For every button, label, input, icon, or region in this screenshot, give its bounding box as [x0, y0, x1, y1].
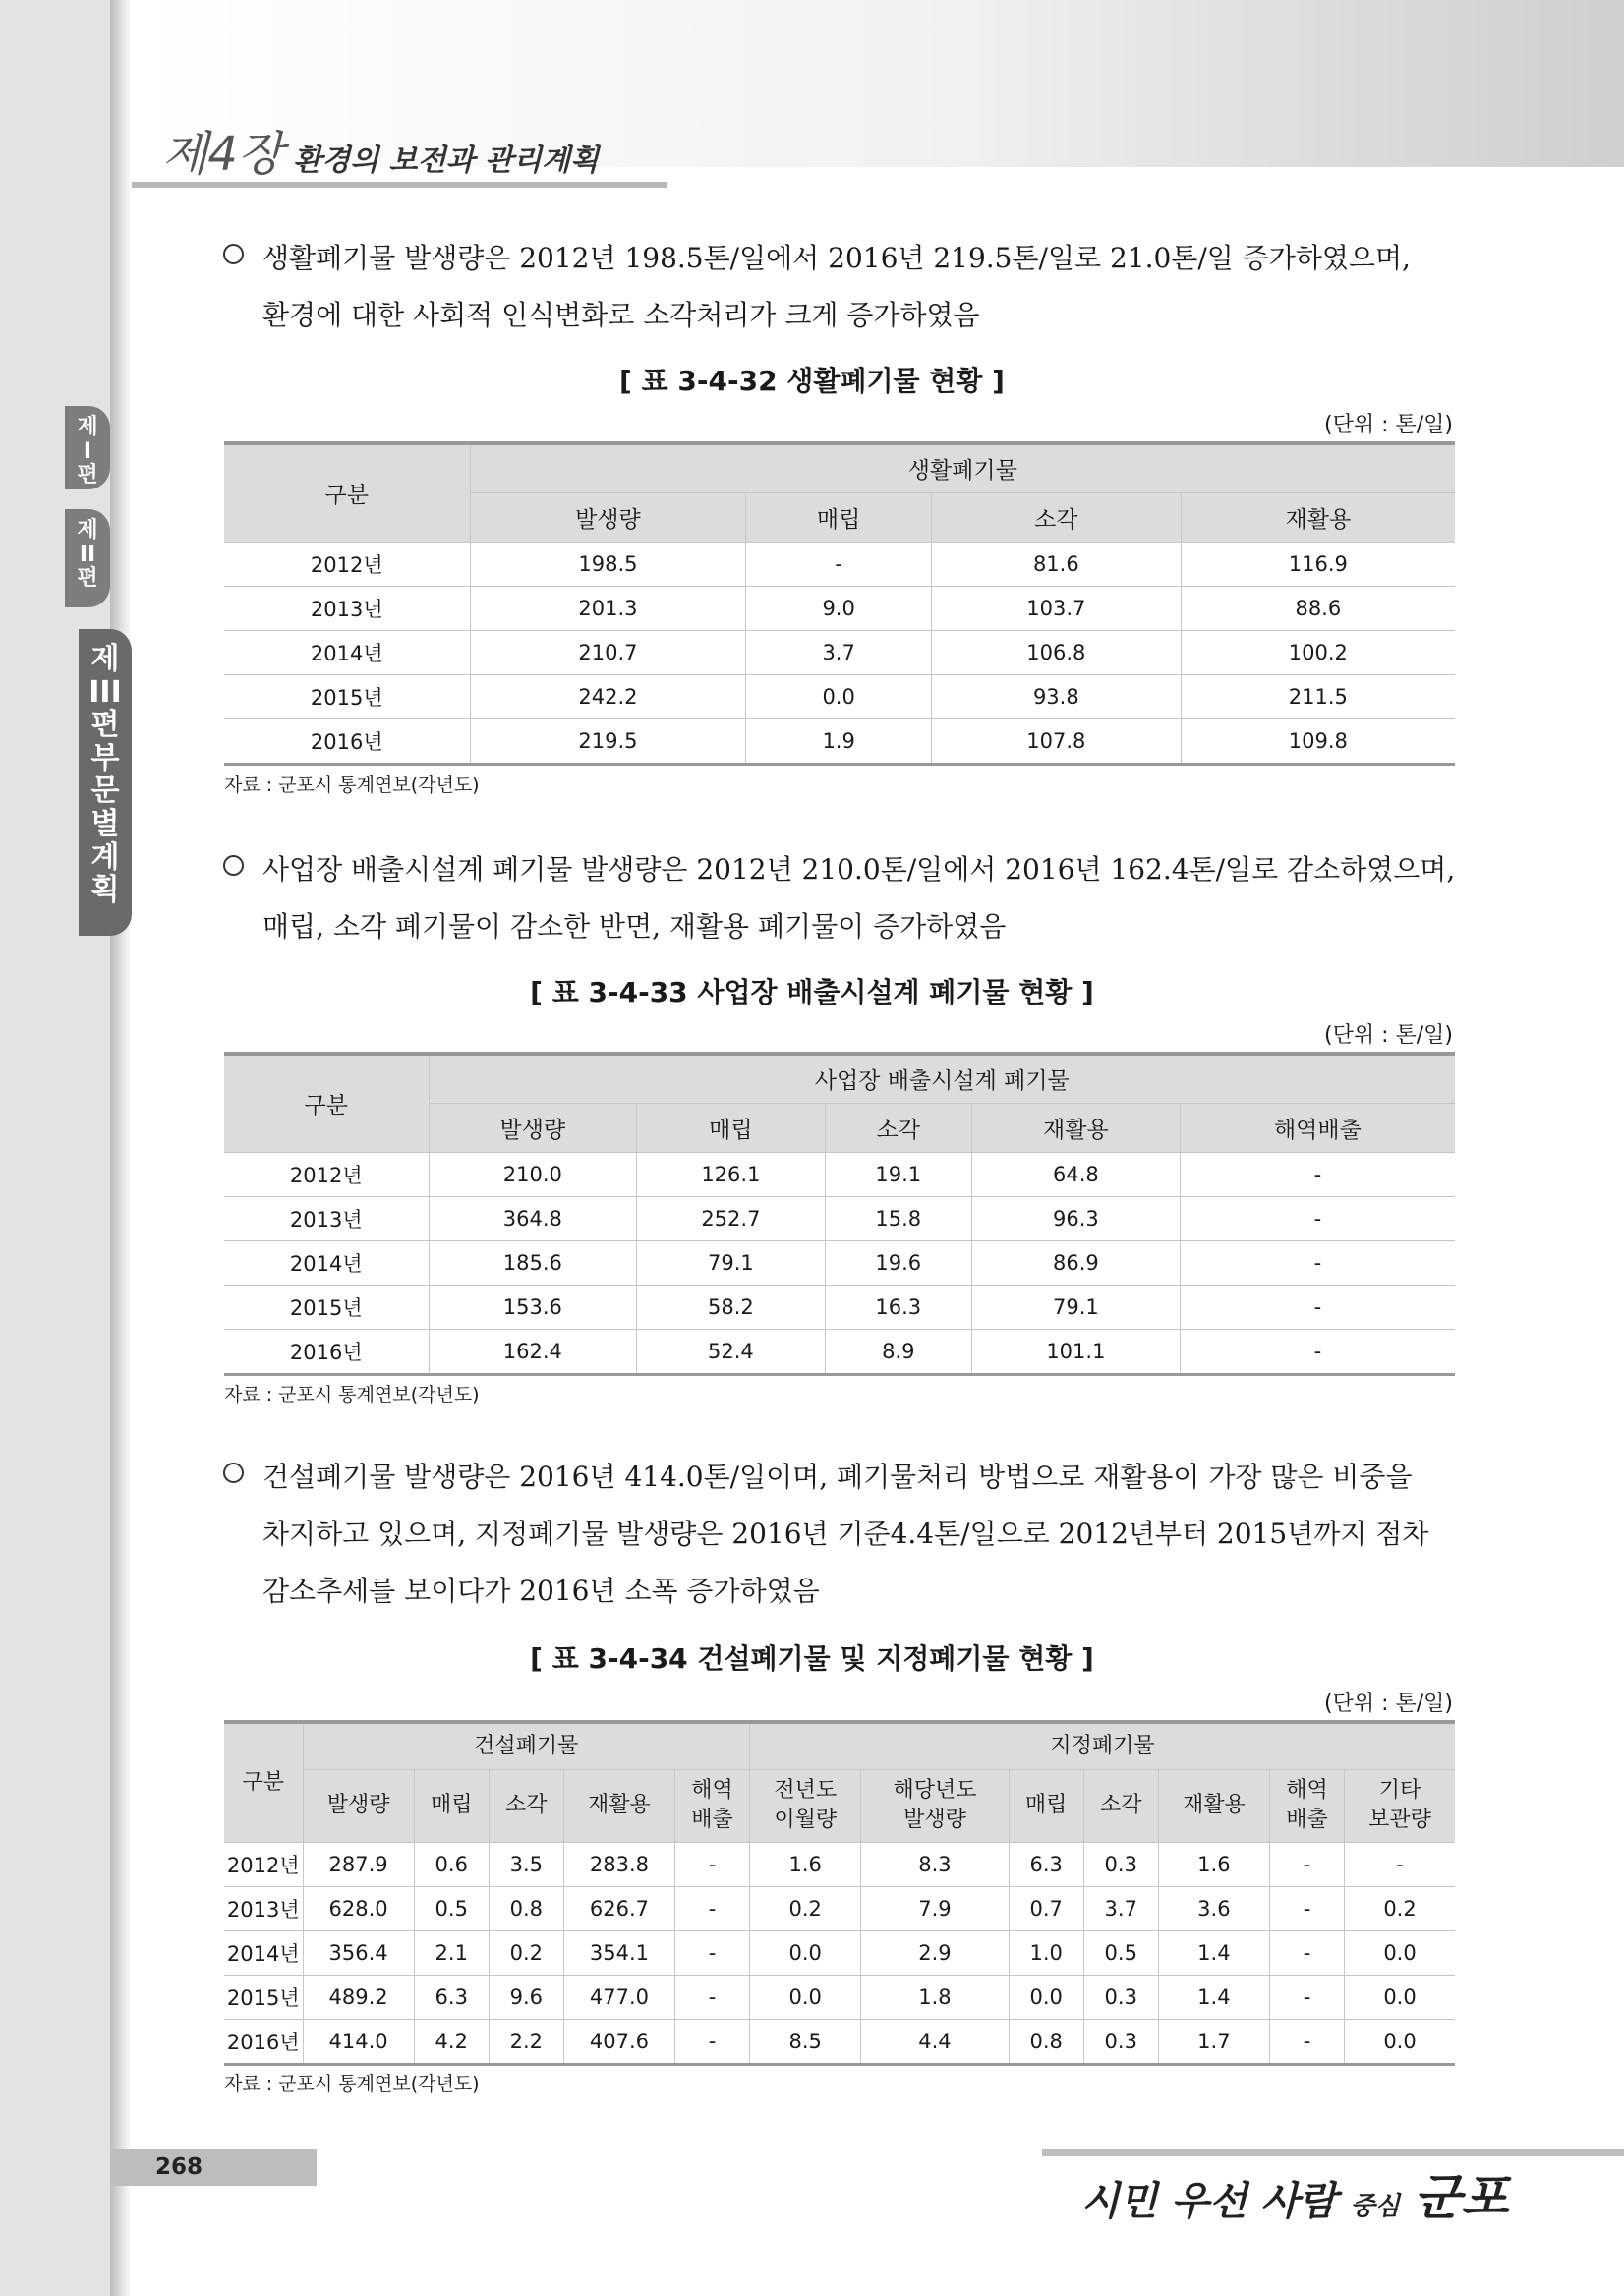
- table2-header-cell: 매립: [637, 1103, 825, 1152]
- table1-header-cell: 재활용: [1181, 492, 1455, 542]
- table-cell: 2.9: [861, 1930, 1009, 1975]
- table-cell: 3.7: [746, 630, 932, 674]
- table-cell: 0.3: [1083, 1975, 1158, 2019]
- table-cell: 52.4: [637, 1329, 825, 1374]
- table1-caption: [ 표 3-4-32 생활폐기물 현황 ]: [619, 365, 1005, 397]
- table-cell: 0.0: [1345, 2019, 1455, 2064]
- table-cell: 0.0: [1345, 1975, 1455, 2019]
- table1: [224, 441, 1455, 766]
- left-margin-shadow: [110, 0, 132, 2296]
- table-cell: -: [675, 1930, 750, 1975]
- table-cell: 356.4: [303, 1930, 414, 1975]
- table3-header-cell: 재활용: [1158, 1769, 1269, 1842]
- table-cell: 0.5: [414, 1886, 489, 1930]
- row-year-cell: 2014년: [224, 1930, 303, 1975]
- table-cell: 0.2: [489, 1930, 563, 1975]
- table-cell: 86.9: [972, 1240, 1181, 1285]
- table-cell: 0.0: [1009, 1975, 1083, 2019]
- row-year-cell: 2015년: [224, 1285, 429, 1329]
- table-cell: 8.5: [750, 2019, 861, 2064]
- table-cell: 0.6: [414, 1842, 489, 1886]
- table-cell: -: [675, 1975, 750, 2019]
- left-margin-strip: [0, 0, 110, 2296]
- table-cell: 0.0: [1345, 1930, 1455, 1975]
- table3-header-cell: 소각: [1083, 1769, 1158, 1842]
- row-year-cell: 2016년: [224, 2019, 303, 2064]
- table-cell: -: [746, 542, 932, 586]
- table2: [224, 1052, 1455, 1376]
- chapter-number: 제4장: [162, 127, 284, 182]
- table-cell: 628.0: [303, 1886, 414, 1930]
- table-cell: 198.5: [470, 542, 746, 586]
- table-cell: 101.1: [972, 1329, 1181, 1374]
- table3-unit: (단위 : 톤/일): [1324, 1692, 1453, 1716]
- table-cell: 6.3: [414, 1975, 489, 2019]
- table-cell: 153.6: [429, 1285, 637, 1329]
- table-cell: 2.2: [489, 2019, 563, 2064]
- table3-header-cell: 발생량: [303, 1769, 414, 1842]
- table-cell: 64.8: [972, 1152, 1181, 1196]
- circle-bullet-icon: [223, 244, 244, 264]
- table-cell: 489.2: [303, 1975, 414, 2019]
- chapter-heading: [162, 116, 599, 184]
- table-cell: 0.3: [1083, 1842, 1158, 1886]
- table-cell: 96.3: [972, 1196, 1181, 1240]
- table-cell: 354.1: [563, 1930, 674, 1975]
- table-cell: 414.0: [303, 2019, 414, 2064]
- section3-line-2: 차지하고 있으며, 지정폐기물 발생량은 2016년 기준4.4톤/일으로 2012년부터 2015년까지 점차: [262, 1518, 1429, 1550]
- circle-bullet-icon: [223, 855, 244, 876]
- table-cell: 210.7: [470, 630, 746, 674]
- side-tab-part-1[interactable]: [65, 406, 110, 489]
- side-tab-part-2-label: 제 II 편: [77, 518, 98, 592]
- slogan-part-1: 시민 우선 사람: [1081, 2179, 1337, 2224]
- table-cell: 1.4: [1158, 1930, 1269, 1975]
- slogan-part-2: 중심: [1350, 2192, 1400, 2221]
- table-row: [224, 1930, 1455, 1975]
- table-cell: 2.1: [414, 1930, 489, 1975]
- table3-header-cell: 재활용: [563, 1769, 674, 1842]
- table-cell: 626.7: [563, 1886, 674, 1930]
- table-cell: 3.6: [1158, 1886, 1269, 1930]
- table-cell: 116.9: [1181, 542, 1455, 586]
- section3-paragraph: [226, 1449, 1465, 1620]
- side-tab-part-2[interactable]: [65, 509, 110, 607]
- table-cell: 107.8: [931, 718, 1181, 764]
- table-cell: 58.2: [637, 1285, 825, 1329]
- table3-caption: [ 표 3-4-34 건설폐기물 및 지정폐기물 현황 ]: [530, 1642, 1094, 1675]
- table-row: [224, 586, 1455, 630]
- table2-source: 자료 : 군포시 통계연보(각년도): [224, 1384, 480, 1406]
- table-cell: 4.4: [861, 2019, 1009, 2064]
- row-year-cell: 2013년: [224, 586, 470, 630]
- table3-header-cell: 매립: [414, 1769, 489, 1842]
- table-cell: -: [1180, 1240, 1455, 1285]
- table-cell: 162.4: [429, 1329, 637, 1374]
- row-year-cell: 2012년: [224, 1842, 303, 1886]
- table-cell: 8.3: [861, 1842, 1009, 1886]
- table-cell: 6.3: [1009, 1842, 1083, 1886]
- table1-header-category: 구분: [224, 443, 470, 542]
- table-cell: 283.8: [563, 1842, 674, 1886]
- table-row: [224, 1886, 1455, 1930]
- table-cell: 126.1: [637, 1152, 825, 1196]
- row-year-cell: 2015년: [224, 674, 470, 718]
- table-cell: 252.7: [637, 1196, 825, 1240]
- table-cell: 106.8: [931, 630, 1181, 674]
- row-year-cell: 2012년: [224, 1152, 429, 1196]
- chapter-title: 환경의 보전과 관리계획: [293, 144, 599, 178]
- table-cell: -: [675, 1886, 750, 1930]
- table-cell: -: [675, 1842, 750, 1886]
- row-year-cell: 2014년: [224, 630, 470, 674]
- table-cell: 1.0: [1009, 1930, 1083, 1975]
- table-cell: -: [1269, 1842, 1344, 1886]
- table2-header-cell: 소각: [825, 1103, 971, 1152]
- table-row: [224, 542, 1455, 586]
- section1-line-1: 생활폐기물 발생량은 2012년 198.5톤/일에서 2016년 219.5톤/일로 21.0톤/일 증가하였으며,: [262, 242, 1411, 274]
- table-cell: 100.2: [1181, 630, 1455, 674]
- table-cell: -: [1269, 1886, 1344, 1930]
- table-cell: 4.2: [414, 2019, 489, 2064]
- row-year-cell: 2016년: [224, 1329, 429, 1374]
- slogan-part-3: 군포: [1413, 2169, 1509, 2226]
- table1-header-cell: 발생량: [470, 492, 746, 542]
- section3-line-3: 감소추세를 보이다가 2016년 소폭 증가하였음: [262, 1575, 820, 1607]
- table3-header-category: 구분: [224, 1722, 303, 1842]
- table-cell: 3.7: [1083, 1886, 1158, 1930]
- row-year-cell: 2015년: [224, 1975, 303, 2019]
- table-row: [224, 1975, 1455, 2019]
- table-cell: 88.6: [1181, 586, 1455, 630]
- table-cell: -: [1269, 1975, 1344, 2019]
- table3-header-group-designated: 지정폐기물: [750, 1722, 1455, 1769]
- section1-paragraph: [226, 230, 1465, 344]
- table1-unit: (단위 : 톤/일): [1324, 413, 1453, 437]
- table-cell: 0.0: [750, 1930, 861, 1975]
- table3-header-cell: 해역 배출: [1269, 1769, 1344, 1842]
- table-cell: 79.1: [637, 1240, 825, 1285]
- table-cell: 219.5: [470, 718, 746, 764]
- table2-header-category: 구분: [224, 1054, 429, 1152]
- section2-line-2: 매립, 소각 폐기물이 감소한 반면, 재활용 폐기물이 증가하였음: [262, 910, 1007, 943]
- table3-header-cell: 매립: [1009, 1769, 1083, 1842]
- table3-header-cell: 해역 배출: [675, 1769, 750, 1842]
- table-cell: 15.8: [825, 1196, 971, 1240]
- table-row: [224, 718, 1455, 764]
- table-cell: 0.2: [750, 1886, 861, 1930]
- table-cell: 109.8: [1181, 718, 1455, 764]
- table2-header-group: 사업장 배출시설계 폐기물: [429, 1054, 1455, 1103]
- section3-line-1: 건설폐기물 발생량은 2016년 414.0톤/일이며, 폐기물처리 방법으로 재활용이 가장 많은 비중을: [262, 1461, 1413, 1493]
- table-cell: 0.8: [1009, 2019, 1083, 2064]
- table-cell: 0.2: [1345, 1886, 1455, 1930]
- table2-header-cell: 발생량: [429, 1103, 637, 1152]
- table-cell: 185.6: [429, 1240, 637, 1285]
- table-cell: 19.1: [825, 1152, 971, 1196]
- table-cell: 81.6: [931, 542, 1181, 586]
- table-cell: -: [1269, 2019, 1344, 2064]
- table-cell: 0.3: [1083, 2019, 1158, 2064]
- table-cell: -: [1269, 1930, 1344, 1975]
- table1-header-group: 생활폐기물: [470, 443, 1455, 492]
- side-tab-part-3[interactable]: [79, 629, 132, 936]
- table-row: [224, 2019, 1455, 2064]
- footer-rule: [1042, 2149, 1624, 2156]
- table-row: [224, 1842, 1455, 1886]
- chapter-rule: [132, 182, 667, 188]
- table-row: [224, 1329, 1455, 1374]
- table3-header-group-construction: 건설폐기물: [303, 1722, 750, 1769]
- table-cell: 1.4: [1158, 1975, 1269, 2019]
- table-cell: 0.0: [750, 1975, 861, 2019]
- footer-page-bar: [110, 2149, 317, 2186]
- footer-slogan-logo: [1081, 2158, 1508, 2229]
- section2-line-1: 사업장 배출시설계 폐기물 발생량은 2012년 210.0톤/일에서 2016년 162.4톤/일로 감소하였으며,: [262, 853, 1456, 886]
- table1-source: 자료 : 군포시 통계연보(각년도): [224, 775, 480, 796]
- table-row: [224, 1196, 1455, 1240]
- table-cell: 3.5: [489, 1842, 563, 1886]
- row-year-cell: 2014년: [224, 1240, 429, 1285]
- table-cell: 211.5: [1181, 674, 1455, 718]
- table-cell: 9.0: [746, 586, 932, 630]
- table-cell: 16.3: [825, 1285, 971, 1329]
- table-cell: -: [1180, 1329, 1455, 1374]
- table-cell: 407.6: [563, 2019, 674, 2064]
- table-row: [224, 1240, 1455, 1285]
- table3-source: 자료 : 군포시 통계연보(각년도): [224, 2073, 480, 2095]
- section2-paragraph: [226, 841, 1465, 955]
- row-year-cell: 2013년: [224, 1196, 429, 1240]
- table2-unit: (단위 : 톤/일): [1324, 1023, 1453, 1048]
- table-cell: 1.8: [861, 1975, 1009, 2019]
- table2-header-cell: 재활용: [972, 1103, 1181, 1152]
- table-cell: 210.0: [429, 1152, 637, 1196]
- row-year-cell: 2016년: [224, 718, 470, 764]
- table3-header-cell: 해당년도 발생량: [861, 1769, 1009, 1842]
- side-tab-part-1-label: 제 I 편: [77, 415, 98, 488]
- table-row: [224, 1152, 1455, 1196]
- table-cell: -: [675, 2019, 750, 2064]
- table1-header-cell: 소각: [931, 492, 1181, 542]
- table-cell: 93.8: [931, 674, 1181, 718]
- table-row: [224, 630, 1455, 674]
- table-cell: 8.9: [825, 1329, 971, 1374]
- table-cell: 0.8: [489, 1886, 563, 1930]
- table-cell: 0.7: [1009, 1886, 1083, 1930]
- row-year-cell: 2013년: [224, 1886, 303, 1930]
- table-cell: 242.2: [470, 674, 746, 718]
- table-cell: 1.9: [746, 718, 932, 764]
- page-number: 268: [155, 2154, 203, 2180]
- table3: [224, 1720, 1455, 2066]
- table-cell: 7.9: [861, 1886, 1009, 1930]
- table-cell: 9.6: [489, 1975, 563, 2019]
- table-row: [224, 674, 1455, 718]
- side-tab-part-3-label: 제 III 편 부 문 별 계 획: [88, 642, 122, 908]
- table-cell: 103.7: [931, 586, 1181, 630]
- table-cell: 1.7: [1158, 2019, 1269, 2064]
- table1-header-cell: 매립: [746, 492, 932, 542]
- table-cell: -: [1345, 1842, 1455, 1886]
- table-cell: 364.8: [429, 1196, 637, 1240]
- table-cell: 0.5: [1083, 1930, 1158, 1975]
- table-cell: -: [1180, 1196, 1455, 1240]
- circle-bullet-icon: [223, 1463, 244, 1483]
- table3-header-cell: 전년도 이월량: [750, 1769, 861, 1842]
- table-cell: 477.0: [563, 1975, 674, 2019]
- table-cell: 287.9: [303, 1842, 414, 1886]
- table-cell: 0.0: [746, 674, 932, 718]
- row-year-cell: 2012년: [224, 542, 470, 586]
- table-cell: 79.1: [972, 1285, 1181, 1329]
- table2-caption: [ 표 3-4-33 사업장 배출시설계 폐기물 현황 ]: [530, 976, 1094, 1008]
- section1-line-2: 환경에 대한 사회적 인식변화로 소각처리가 크게 증가하였음: [262, 299, 980, 331]
- table3-header-cell: 기타 보관량: [1345, 1769, 1455, 1842]
- table2-header-cell: 해역배출: [1180, 1103, 1455, 1152]
- table-cell: 1.6: [1158, 1842, 1269, 1886]
- table-cell: 19.6: [825, 1240, 971, 1285]
- table3-header-cell: 소각: [489, 1769, 563, 1842]
- table-cell: 201.3: [470, 586, 746, 630]
- table-cell: 1.6: [750, 1842, 861, 1886]
- table-cell: -: [1180, 1285, 1455, 1329]
- table-cell: -: [1180, 1152, 1455, 1196]
- table-row: [224, 1285, 1455, 1329]
